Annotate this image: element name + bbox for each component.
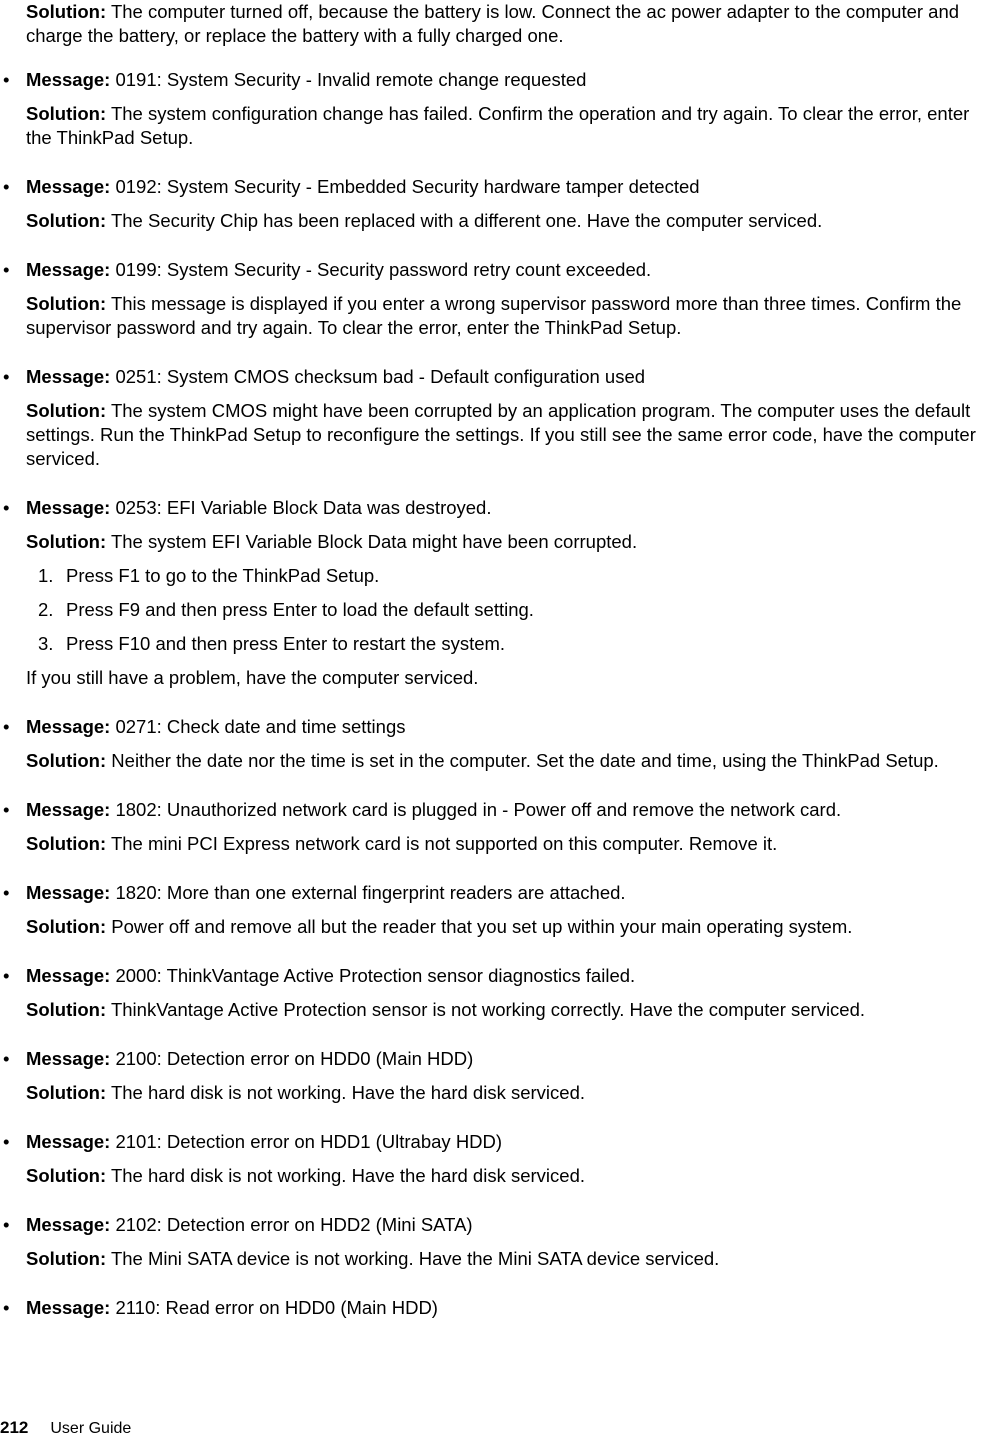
message-label: Message [26,1048,105,1069]
message-label: Message [26,259,105,280]
bullet-icon: • [3,1214,10,1235]
message-label: Message [26,799,105,820]
bullet-icon: • [3,176,10,197]
solution-line: Solution: The system CMOS might have been corrupted by an application program. The computer uses the default settings. Run the ThinkPad Setup to reconfigure the settings. If you still see the same error code, have the computer serviced. [26,400,976,469]
bullet-icon: • [3,799,10,820]
bullet-icon: • [3,1297,10,1318]
solution-text: The Security Chip has been replaced with a different one. Have the computer serviced. [110,210,823,231]
list-item [0,964,992,1022]
bullet-icon: • [3,259,10,280]
intro-solution: Solution: The computer turned off, because the battery is low. Connect the ac power adapter to the computer and charge the battery, or replace the battery with a fully charged one. [26,1,960,46]
message-text: 2101: Detection error on HDD1 (Ultrabay HDD) [115,1131,503,1152]
step-item [26,598,992,622]
solution-line: Solution: The Mini SATA device is not working. Have the Mini SATA device serviced. [26,1248,720,1269]
message-label: Message [26,1131,105,1152]
step-number: 3. [38,633,54,654]
bullet-icon: • [3,69,10,90]
message-text: 0253: EFI Variable Block Data was destroyed. [115,497,492,518]
solution-text: The hard disk is not working. Have the hard disk serviced. [110,1165,585,1186]
guide-name: User Guide [50,1420,132,1437]
message-line: Message: 1820: More than one external fingerprint readers are attached. [26,882,626,903]
solution-label: Solution [26,103,100,124]
message-label: Message [26,366,105,387]
message-line: Message: 0253: EFI Variable Block Data was destroyed. [26,497,492,518]
step-text: Press F9 and then press Enter to load the default setting. [66,599,534,620]
message-line: Message: 2101: Detection error on HDD1 (Ultrabay HDD) [26,1131,503,1152]
solution-label: Solution [26,1248,100,1269]
solution-text: ThinkVantage Active Protection sensor is not working correctly. Have the computer serviced. [110,999,866,1020]
solution-line: Solution: Neither the date nor the time is set in the computer. Set the date and time, using the ThinkPad Setup. [26,750,939,771]
message-line: Message: 0251: System CMOS checksum bad - Default configuration used [26,366,646,387]
solution-line: Solution: The Security Chip has been replaced with a different one. Have the computer serviced. [26,210,823,231]
solution-line: Solution: ThinkVantage Active Protection sensor is not working correctly. Have the computer serviced. [26,999,866,1020]
step-number: 1. [38,565,54,586]
message-text: 2100: Detection error on HDD0 (Main HDD) [115,1048,474,1069]
message-text: 0251: System CMOS checksum bad - Default configuration used [115,366,646,387]
message-line: Message: 0191: System Security - Invalid remote change requested [26,69,587,90]
bullet-icon: • [3,497,10,518]
message-line: Message: 2000: ThinkVantage Active Protection sensor diagnostics failed. [26,965,636,986]
solution-text: The system CMOS might have been corrupted by an application program. The computer uses the default settings. Run the ThinkPad Setup to reconfigure the settings. If you still see the same error code, have the computer serviced. [26,400,976,469]
list-item [0,1047,992,1105]
solution-text: The system configuration change has failed. Confirm the operation and try again. To clear the error, enter the ThinkPad Setup. [26,103,970,148]
list-item [0,496,992,690]
solution-text: The hard disk is not working. Have the hard disk serviced. [110,1082,585,1103]
step-text: Press F10 and then press Enter to restart the system. [66,633,506,654]
message-label: Message [26,965,105,986]
message-line: Message: 2102: Detection error on HDD2 (Mini SATA) [26,1214,473,1235]
solution-text: This message is displayed if you enter a wrong supervisor password more than three times. Confirm the supervisor password and try again. To clear the error, enter the ThinkPad Setup. [26,293,962,338]
solution-label: Solution [26,1082,100,1103]
solution-line: Solution: The hard disk is not working. Have the hard disk serviced. [26,1165,585,1186]
solution-label: Solution [26,750,100,771]
message-line: Message: 0271: Check date and time settings [26,716,406,737]
solution-label: Solution [26,1165,100,1186]
list-item [0,365,992,471]
message-line: Message: 0192: System Security - Embedded Security hardware tamper detected [26,176,700,197]
message-text: 1802: Unauthorized network card is plugged in - Power off and remove the network card. [115,799,842,820]
solution-label: Solution [26,999,100,1020]
message-label: Message [26,497,105,518]
message-label: Message [26,716,105,737]
list-item [0,1130,992,1188]
message-text: 2110: Read error on HDD0 (Main HDD) [115,1297,438,1318]
message-label: Message [26,1214,105,1235]
page-number: 212 [0,1418,29,1437]
solution-text: The Mini SATA device is not working. Have the Mini SATA device serviced. [110,1248,720,1269]
bullet-icon: • [3,366,10,387]
message-text: 1820: More than one external fingerprint readers are attached. [115,882,626,903]
message-label: Message [26,882,105,903]
message-line: Message: 2110: Read error on HDD0 (Main HDD) [26,1297,438,1318]
message-label: Message [26,1297,105,1318]
message-text: 0271: Check date and time settings [115,716,406,737]
list-item [0,1213,992,1271]
followup-text: If you still have a problem, have the computer serviced. [26,667,479,688]
message-label: Message [26,176,105,197]
list-item [0,68,992,150]
solution-text: Neither the date nor the time is set in the computer. Set the date and time, using the ThinkPad Setup. [111,750,939,771]
message-text: 0191: System Security - Invalid remote change requested [115,69,587,90]
solution-text: The computer turned off, because the battery is low. Connect the ac power adapter to the computer and charge the battery, or replace the battery with a fully charged one. [26,1,960,46]
list-item [0,175,992,233]
list-item [0,1296,992,1320]
list-item [0,715,992,773]
message-text: 0192: System Security - Embedded Security hardware tamper detected [115,176,700,197]
solution-label: Solution [26,531,100,552]
steps-list [26,564,992,656]
solution-label: Solution [26,1,100,22]
solution-line: Solution: The system configuration change has failed. Confirm the operation and try again. To clear the error, enter the ThinkPad Setup. [26,103,970,148]
solution-line: Solution: The mini PCI Express network card is not supported on this computer. Remove it. [26,833,778,854]
list-item [0,881,992,939]
list-item [0,798,992,856]
message-text: 2000: ThinkVantage Active Protection sensor diagnostics failed. [115,965,636,986]
step-item [26,564,992,588]
step-item [26,632,992,656]
solution-label: Solution [26,210,100,231]
message-label: Message [26,69,105,90]
solution-line: Solution: This message is displayed if you enter a wrong supervisor password more than three times. Confirm the supervisor password and try again. To clear the error, enter the ThinkPad Setup. [26,293,962,338]
message-text: 2102: Detection error on HDD2 (Mini SATA) [115,1214,473,1235]
solution-text: Power off and remove all but the reader that you set up within your main operating system. [111,916,853,937]
message-line: Message: 0199: System Security - Security password retry count exceeded. [26,259,652,280]
bullet-icon: • [3,965,10,986]
bullet-icon: • [3,1131,10,1152]
solution-label: Solution [26,916,100,937]
list-item [0,258,992,340]
step-text: Press F1 to go to the ThinkPad Setup. [66,565,380,586]
solution-label: Solution [26,293,100,314]
solution-text: The system EFI Variable Block Data might have been corrupted. [110,531,638,552]
message-line: Message: 1802: Unauthorized network card is plugged in - Power off and remove the network card. [26,799,842,820]
bullet-icon: • [3,1048,10,1069]
solution-label: Solution [26,400,100,421]
message-line: Message: 2100: Detection error on HDD0 (Main HDD) [26,1048,474,1069]
error-message-list [0,68,994,1330]
solution-line: Solution: The hard disk is not working. Have the hard disk serviced. [26,1082,585,1103]
message-text: 0199: System Security - Security password retry count exceeded. [115,259,652,280]
step-number: 2. [38,599,54,620]
solution-line: Solution: The system EFI Variable Block Data might have been corrupted. [26,531,638,552]
bullet-icon: • [3,882,10,903]
bullet-icon: • [3,716,10,737]
solution-text: The mini PCI Express network card is not supported on this computer. Remove it. [110,833,778,854]
solution-label: Solution [26,833,100,854]
solution-line: Solution: Power off and remove all but the reader that you set up within your main operating system. [26,916,853,937]
